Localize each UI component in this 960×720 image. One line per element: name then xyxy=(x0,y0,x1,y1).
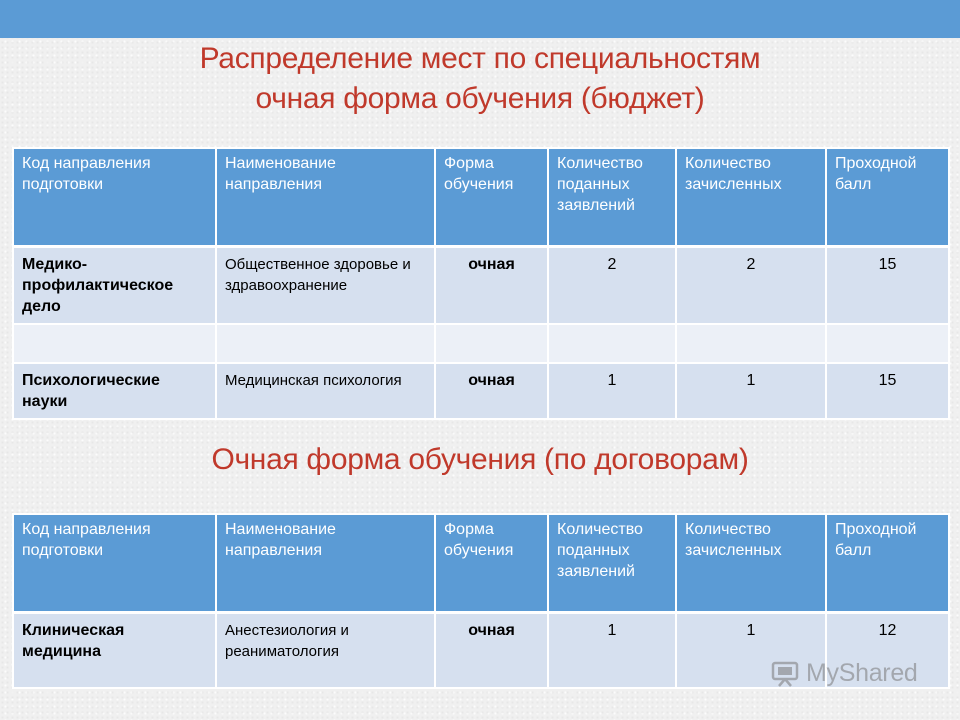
table-row xyxy=(13,363,949,419)
section-title-contract: Очная форма обучения (по договорам) xyxy=(211,443,749,476)
table-header-row xyxy=(13,148,949,246)
watermark-text: MyShared xyxy=(806,658,918,687)
cell-form: очная xyxy=(435,246,548,324)
page-subtitle: очная форма обучения (бюджет) xyxy=(255,82,705,115)
cell-applications: 1 xyxy=(548,612,676,688)
cell-name: Общественное здоровье и здравоохранение xyxy=(216,246,435,324)
cell-name xyxy=(216,324,435,363)
table-row xyxy=(13,246,949,324)
cell-name: Анестезиология и реаниматология xyxy=(216,612,435,688)
budget-table xyxy=(12,147,950,420)
cell-name: Медицинская психология xyxy=(216,363,435,419)
header-applications: Количество поданных заявлений xyxy=(548,148,676,246)
cell-enrolled xyxy=(676,324,826,363)
header-form: Форма обучения xyxy=(435,148,548,246)
cell-form xyxy=(435,324,548,363)
header-applications: Количество поданных заявлений xyxy=(548,514,676,612)
cell-score: 15 xyxy=(826,246,949,324)
cell-score: 12 xyxy=(826,612,949,688)
cell-form: очная xyxy=(435,612,548,688)
cell-code: Медико-профилактическое дело xyxy=(13,246,216,324)
watermark xyxy=(770,656,918,690)
page-title: Распределение мест по специальностям xyxy=(199,42,761,75)
header-score: Проходной балл xyxy=(826,514,949,612)
cell-code: Клиническая медицина xyxy=(13,612,216,688)
cell-enrolled: 1 xyxy=(676,612,826,688)
presentation-board-icon xyxy=(770,658,800,688)
header-score: Проходной балл xyxy=(826,148,949,246)
top-banner xyxy=(0,0,960,38)
cell-enrolled: 1 xyxy=(676,363,826,419)
cell-score: 15 xyxy=(826,363,949,419)
cell-score xyxy=(826,324,949,363)
cell-enrolled: 2 xyxy=(676,246,826,324)
header-code: Код направления подготовки xyxy=(13,514,216,612)
header-code: Код направления подготовки xyxy=(13,148,216,246)
header-enrolled: Количество зачисленных xyxy=(676,514,826,612)
header-name: Наименование направления xyxy=(216,148,435,246)
table-row-empty xyxy=(13,324,949,363)
cell-form: очная xyxy=(435,363,548,419)
header-form: Форма обучения xyxy=(435,514,548,612)
cell-applications xyxy=(548,324,676,363)
cell-applications: 1 xyxy=(548,363,676,419)
header-enrolled: Количество зачисленных xyxy=(676,148,826,246)
cell-code xyxy=(13,324,216,363)
table-header-row xyxy=(13,514,949,612)
header-name: Наименование направления xyxy=(216,514,435,612)
cell-applications: 2 xyxy=(548,246,676,324)
cell-code: Психологические науки xyxy=(13,363,216,419)
